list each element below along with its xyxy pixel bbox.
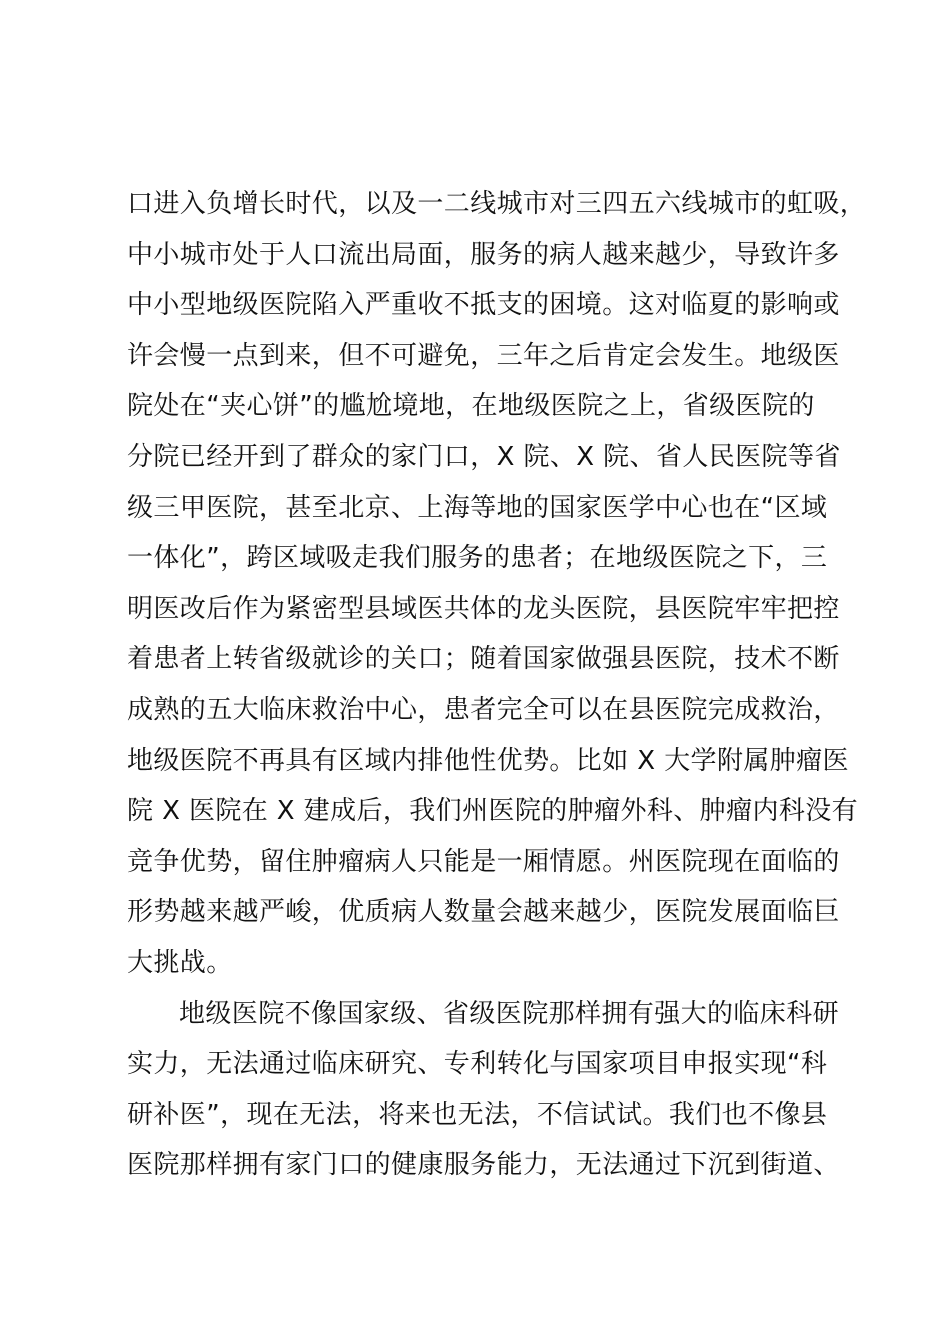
text-line: 许会慢一点到来，但不可避免，三年之后肯定会发生。地级医 [127,340,840,371]
text-line: 明医改后作为紧密型县域医共体的龙头医院，县医院牢牢把控 [127,593,840,624]
text-line: 大挑战。 [127,947,233,978]
text-line: 级三甲医院，甚至北京、上海等地的国家医学中心也在“区域 [127,492,828,523]
text-line: 地级医院不再具有区域内排他性优势。比如 X 大学附属肿瘤医 [127,745,849,776]
text-line: 中小城市处于人口流出局面，服务的病人越来越少，导致许多 [127,239,840,270]
text-line: 着患者上转省级就诊的关口；随着国家做强县医院，技术不断 [127,644,840,675]
text-line: 成熟的五大临床救治中心，患者完全可以在县医院完成救治， [127,694,840,725]
text-line: 医院那样拥有家门口的健康服务能力，无法通过下沉到街道、 [127,1150,840,1181]
paragraph-1 [127,179,867,989]
text-line: 中小型地级医院陷入严重收不抵支的困境。这对临夏的影响或 [127,290,840,321]
text-line: 研补医”，现在无法，将来也无法，不信试试。我们也不像县 [127,1099,828,1130]
text-line: 地级医院不像国家级、省级医院那样拥有强大的临床科研 [179,998,840,1029]
text-line: 院处在“夹心饼”的尴尬境地，在地级医院之上，省级医院的 [127,391,815,422]
text-line: 实力，无法通过临床研究、专利转化与国家项目申报实现“科 [127,1049,828,1080]
text-line: 形势越来越严峻，优质病人数量会越来越少，医院发展面临巨 [127,897,840,928]
text-line: 院 X 医院在 X 建成后，我们州医院的肿瘤外科、肿瘤内科没有 [127,796,859,827]
text-line: 分院已经开到了群众的家门口，X 院、X 院、省人民医院等省 [127,441,841,472]
text-line: 竞争优势，留住肿瘤病人只能是一厢情愿。州医院现在面临的 [127,846,840,877]
text-line: 一体化”，跨区域吸走我们服务的患者；在地级医院之下，三 [127,543,828,574]
body-text [127,179,867,1191]
paragraph-2 [127,989,847,1191]
text-line: 口进入负增长时代，以及一二线城市对三四五六线城市的虹吸， [127,189,867,219]
